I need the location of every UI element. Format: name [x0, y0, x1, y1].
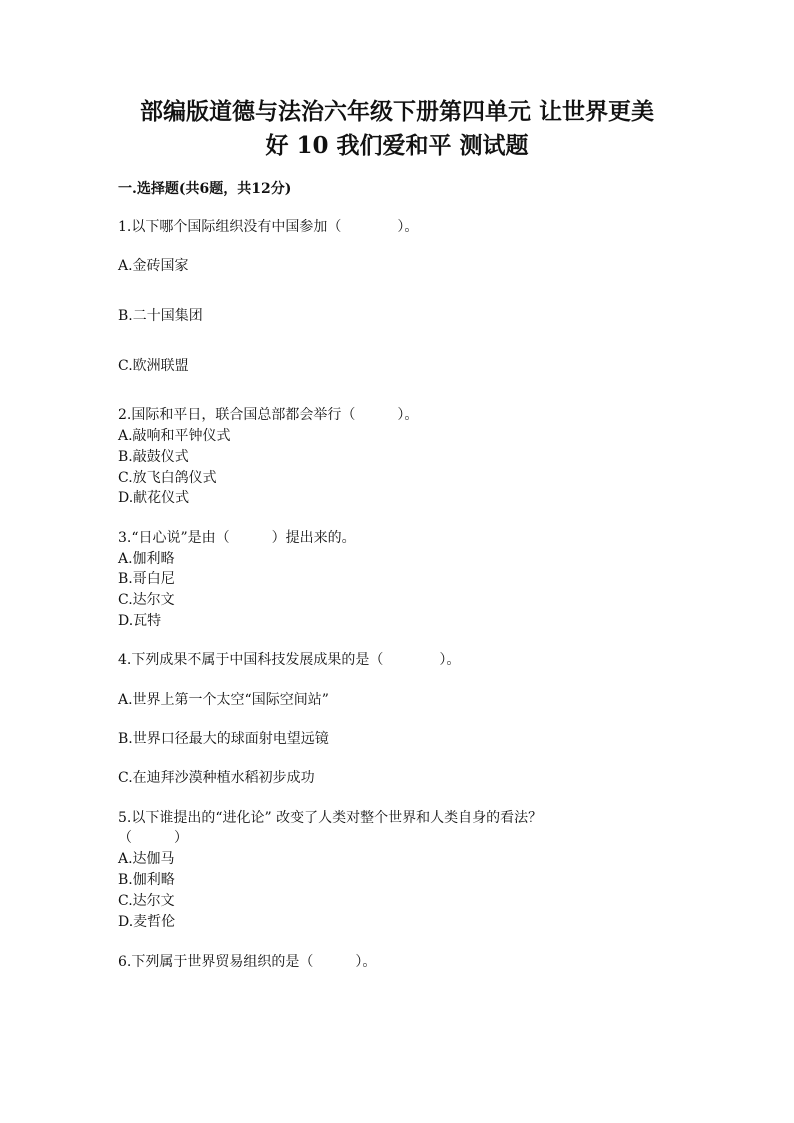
question-4-option-c: C.在迪拜沙漠种植水稻初步成功 [118, 770, 315, 786]
question-2-option-a: A.敲响和平钟仪式 [118, 428, 231, 444]
question-3-option-a: A.伽利略 [118, 551, 175, 567]
question-5-option-d: D.麦哲伦 [118, 914, 176, 930]
question-5-option-a: A.达伽马 [118, 851, 175, 867]
question-3-option-c: C.达尔文 [118, 592, 175, 608]
question-6-stem: 6.下列属于世界贸易组织的是（ ）。 [118, 954, 377, 970]
question-1-option-a: A.金砖国家 [118, 258, 189, 274]
question-5-option-c: C.达尔文 [118, 893, 175, 909]
question-3-option-b: B.哥白尼 [118, 571, 175, 587]
question-5-option-b: B.伽利略 [118, 872, 175, 888]
question-4-option-a: A.世界上第一个太空“国际空间站” [118, 692, 329, 708]
question-1-option-b: B.二十国集团 [118, 308, 203, 324]
question-1-option-c: C.欧洲联盟 [118, 358, 189, 374]
page-title-line-2: 好 10 我们爱和平 测试题 [265, 132, 529, 159]
question-2-option-c: C.放飞白鸽仪式 [118, 470, 217, 486]
question-2-option-d: D.献花仪式 [118, 490, 190, 506]
question-4-option-b: B.世界口径最大的球面射电望远镜 [118, 731, 329, 747]
question-2-option-b: B.敲鼓仪式 [118, 449, 189, 465]
question-2-stem: 2.国际和平日，联合国总部都会举行（ ）。 [118, 407, 419, 423]
question-5-stem: 5.以下谁提出的“进化论” 改变了人类对整个世界和人类自身的看法？ [118, 810, 543, 826]
page-title-line-1: 部编版道德与法治六年级下册第四单元 让世界更美 [139, 98, 654, 125]
question-4-stem: 4.下列成果不属于中国科技发展成果的是（ ）。 [118, 652, 461, 668]
question-3-option-d: D.瓦特 [118, 613, 162, 629]
question-3-stem: 3.“日心说”是由（ ）提出来的。 [118, 530, 356, 546]
section-heading: 一.选择题(共6题，共12分) [118, 181, 292, 197]
question-1-stem: 1.以下哪个国际组织没有中国参加（ ）。 [118, 219, 419, 235]
question-5-answer-blank: （ ） [118, 830, 188, 846]
